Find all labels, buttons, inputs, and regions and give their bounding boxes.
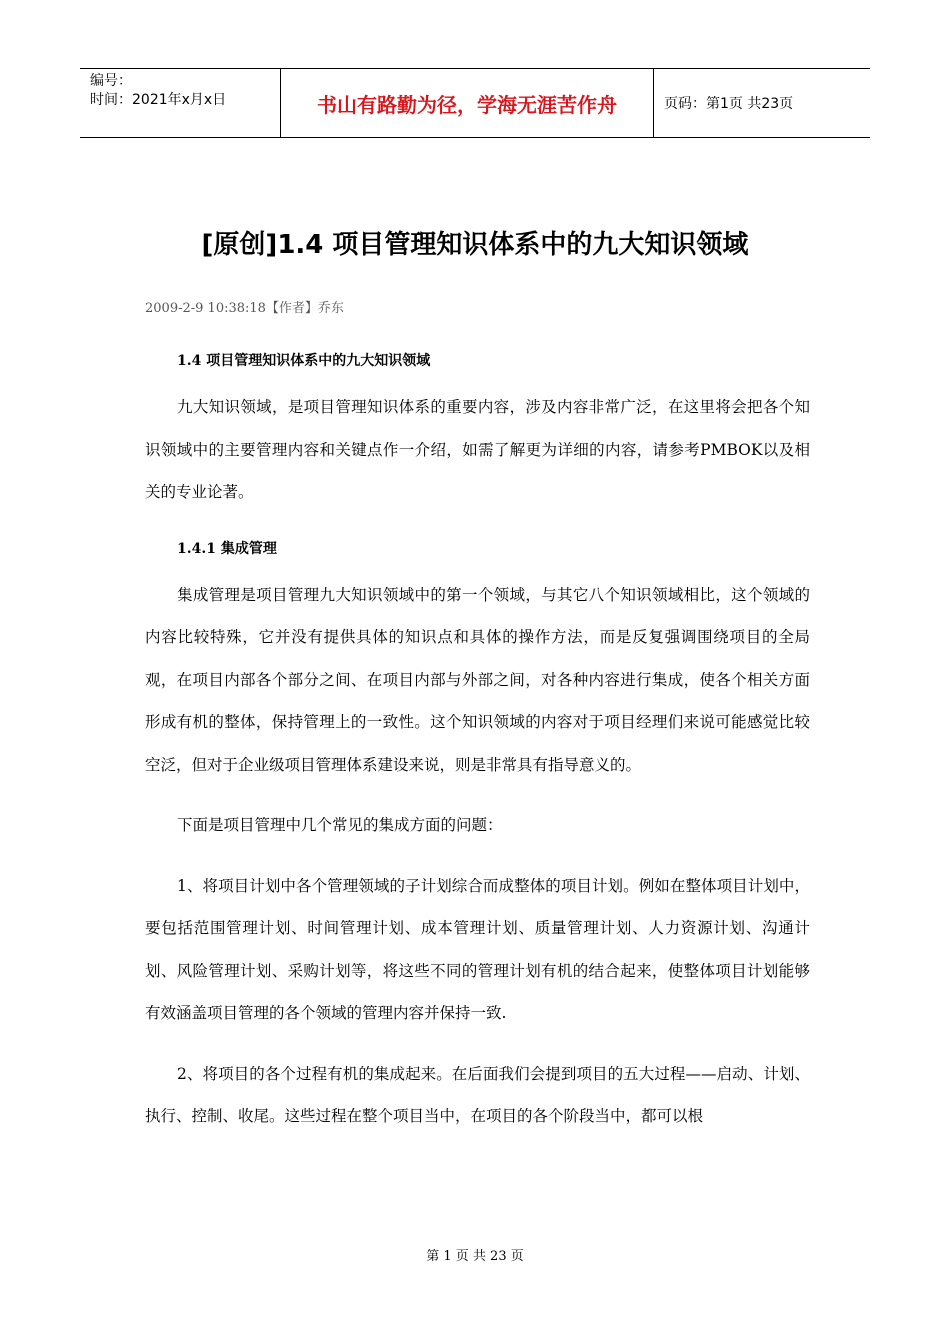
header-motto: 书山有路勤为径，学海无涯苦作舟 <box>281 69 654 137</box>
intro-paragraph: 九大知识领域，是项目管理知识体系的重要内容，涉及内容非常广泛，在这里将会把各个知识领域中的主要管理内容和关键点作一介绍，如需了解更为详细的内容，请参考PMBOK以及相关的专业论著。 <box>145 398 810 501</box>
page-footer: 第 1 页 共 23 页 <box>426 1249 524 1264</box>
document-number-label: 编号： <box>90 73 132 89</box>
document-meta: 2009-2-9 10:38:18【作者】乔东 <box>145 301 344 316</box>
integration-paragraph: 集成管理是项目管理九大知识领域中的第一个领域，与其它八个知识领域相比，这个领域的内容比较特殊，它并没有提供具体的知识点和具体的操作方法，而是反复强调围绕项目的全局观，在项目内部各个部分之间、在项目内部与外部之间，对各种内容进行集成，使各个相关方面形成有机的整体，保持管理上的一致性。这个知识领域的内容对于项目经理们来说可能感觉比较空泛，但对于企业级项目管理体系建设来说，则是非常具有指导意义的。 <box>145 585 810 774</box>
document-body <box>145 338 810 1138</box>
section-heading: 1.4 项目管理知识体系中的九大知识领域 <box>177 353 431 369</box>
header-table <box>80 68 870 138</box>
issues-intro-paragraph: 下面是项目管理中几个常见的集成方面的问题： <box>177 816 503 834</box>
issue-1-paragraph: 1、将项目计划中各个管理领域的子计划综合而成整体的项目计划。例如在整体项目计划中，要包括范围管理计划、时间管理计划、成本管理计划、质量管理计划、人力资源计划、沟通计划、风险管理计划、采购计划等，将这些不同的管理计划有机的结合起来，使整体项目计划能够有效涵盖项目管理的各个领域的管理内容并保持一致. <box>145 876 810 1022</box>
document-date: 时间：2021年x月x日 <box>90 92 227 108</box>
issue-2-paragraph: 2、将项目的各个过程有机的集成起来。在后面我们会提到项目的五大过程——启动、计划、执行、控制、收尾。这些过程在整个项目当中，在项目的各个阶段当中，都可以根 <box>145 1064 810 1125</box>
subsection-heading: 1.4.1 集成管理 <box>177 540 277 557</box>
header-left-cell <box>80 69 281 137</box>
header-page-info: 页码：第1页 共23页 <box>664 96 794 112</box>
document-title: [原创]1.4 项目管理知识体系中的九大知识领域 <box>201 230 749 260</box>
